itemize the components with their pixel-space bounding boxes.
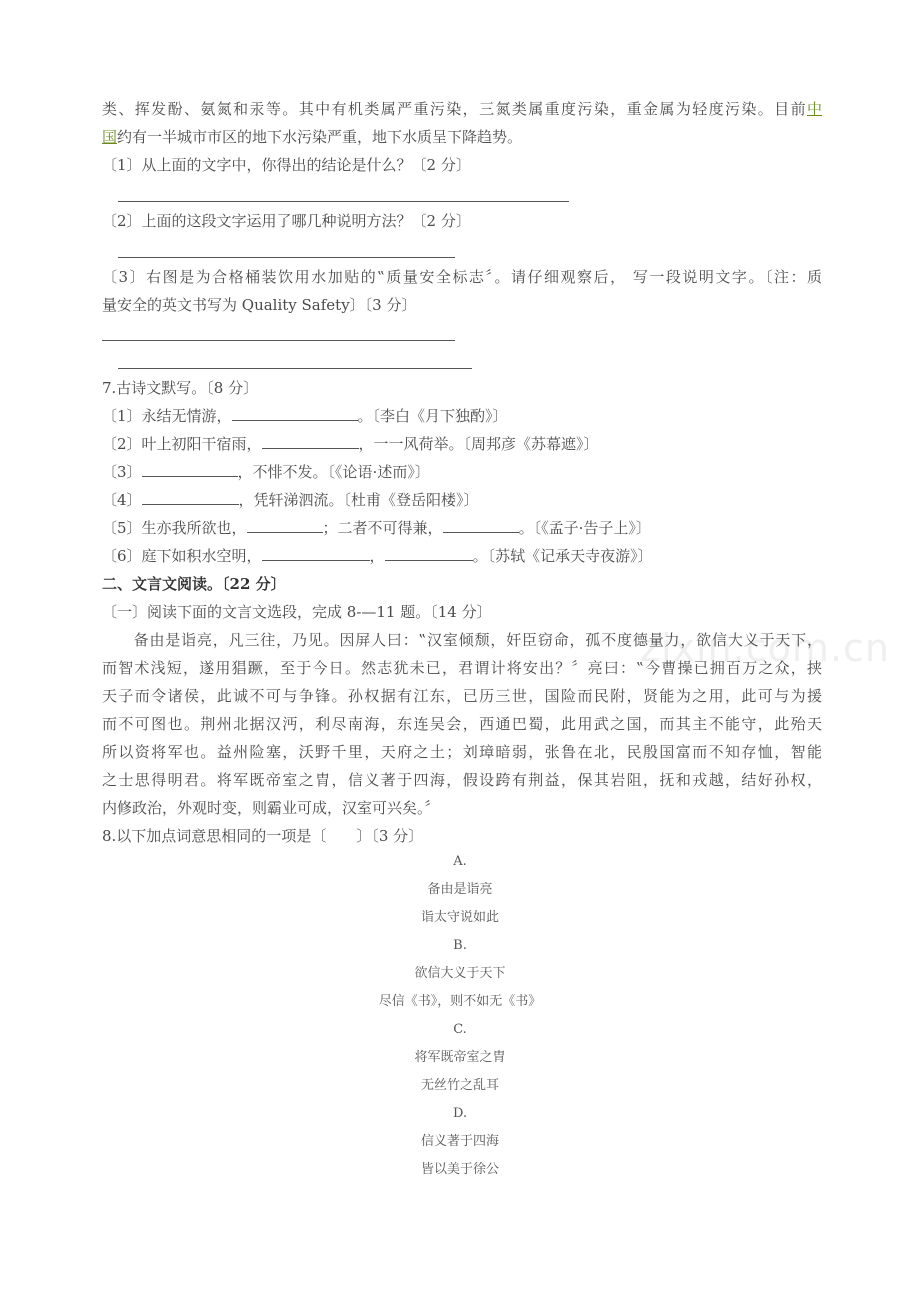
passage-line: 而智术浅短，遂用猖蹶，至于今日。然志犹未已，君谓计将安出？〞亮曰：‟今曹操已拥百万之众，挟 bbox=[102, 659, 822, 677]
option-a-label[interactable]: A. bbox=[453, 854, 467, 869]
option-d-text-2: 皆以美于徐公 bbox=[420, 1162, 499, 1177]
passage-line: 内修政治，外观时变，则霸业可成，汉室可兴矣。〞 bbox=[102, 799, 440, 817]
q7-item-3 bbox=[102, 462, 822, 482]
q6-part-1: 〔1〕从上面的文字中，你得出的结论是什么？〔2 分〕 bbox=[102, 156, 471, 174]
fill-blank bbox=[247, 518, 323, 533]
q7-item-text: 〔2〕叶上初阳干宿雨， bbox=[102, 435, 262, 453]
fill-blank bbox=[262, 546, 370, 561]
section-2-title: 二、文言文阅读。〔22 分〕 bbox=[102, 575, 286, 593]
option-b-text-2: 尽信《书》，则不如无《书》 bbox=[378, 994, 542, 1009]
option-c-text-2: 无丝竹之乱耳 bbox=[420, 1078, 499, 1093]
intro-line-1 bbox=[102, 99, 822, 119]
option-d-label[interactable]: D. bbox=[452, 1106, 468, 1121]
answer-line bbox=[118, 368, 472, 369]
q7-item-text: 〔6〕庭下如积水空明， bbox=[102, 547, 262, 565]
answer-line bbox=[118, 201, 569, 202]
q7-item-text: ，凭轩涕泗流。〔杜甫《登岳阳楼》〕 bbox=[238, 491, 479, 509]
q7-item-text: 〔5〕生亦我所欲也， bbox=[102, 519, 247, 537]
option-c-text-1: 将军既帝室之胄 bbox=[414, 1050, 506, 1065]
q6-part-2: 〔2〕上面的这段文字运用了哪几种说明方法？〔2 分〕 bbox=[102, 212, 471, 230]
q7-item-text: ， bbox=[369, 547, 385, 565]
fill-blank bbox=[232, 406, 358, 421]
q8-title: 8.以下加点词意思相同的一项是〔 〕〔3 分〕 bbox=[102, 827, 424, 845]
intro-line-2 bbox=[102, 127, 822, 147]
q6-part-3-line-1: 〔3〕右图是为合格桶装饮用水加贴的‟质量安全标志〞。请仔细观察后， 写一段说明文字。〔注：质 bbox=[102, 268, 822, 286]
q7-title: 7.古诗文默写。〔8 分〕 bbox=[102, 379, 259, 397]
passage-line: 备由是诣亮，凡三往，乃见。因屏人曰：‟汉室倾颓，奸臣窃命，孤不度德量力，欲信大义于天下， bbox=[102, 631, 822, 649]
q7-item-text: 。〔苏轼《记承天寺夜游》〕 bbox=[472, 547, 653, 565]
q7-item-6 bbox=[102, 546, 822, 566]
china-link-part-2[interactable]: 国 bbox=[102, 128, 118, 146]
q7-item-text: ，一一风荷举。〔周邦彦《苏幕遮》〕 bbox=[358, 435, 599, 453]
answer-line bbox=[102, 340, 455, 341]
q7-item-1 bbox=[102, 406, 822, 426]
fill-blank bbox=[385, 546, 473, 561]
china-link-part-1[interactable]: 中 bbox=[806, 100, 822, 118]
passage-line: 天子而令诸侯，此诚不可与争锋。孙权据有江东，已历三世，国险而民附，贤能为之用，此可与为援 bbox=[102, 687, 822, 705]
q6-part-3-line-2: 量安全的英文书写为 Quality Safety〕〔3 分〕 bbox=[102, 296, 417, 314]
q7-item-text: 〔3〕 bbox=[102, 463, 142, 481]
passage-line: 而不可图也。荆州北据汉沔，利尽南海，东连吴会，西通巴蜀，此用武之国，而其主不能守，此殆天 bbox=[102, 715, 822, 733]
q7-item-text: 〔1〕永结无情游， bbox=[102, 407, 232, 425]
fill-blank bbox=[142, 490, 239, 505]
section-2-subtitle: 〔一〕阅读下面的文言文选段，完成 8-—11 题。〔14 分〕 bbox=[102, 603, 492, 621]
option-a-text-1: 备由是诣亮 bbox=[427, 882, 493, 897]
watermark: zixin.com.cn bbox=[640, 626, 890, 670]
passage-line: 之士思得明君。将军既帝室之胄，信义著于四海，假设跨有荆益，保其岩阻，抚和戎越，结好孙权， bbox=[102, 771, 822, 789]
fill-blank bbox=[443, 518, 519, 533]
answer-line bbox=[118, 257, 455, 258]
fill-blank bbox=[142, 462, 238, 477]
passage-line: 所以资将军也。益州险塞，沃野千里，天府之土；刘璋暗弱，张鲁在北，民殷国富而不知存恤，智能 bbox=[102, 743, 822, 761]
option-c-label[interactable]: C. bbox=[453, 1022, 467, 1037]
q7-item-2 bbox=[102, 434, 822, 454]
q7-item-4 bbox=[102, 490, 822, 510]
option-a-text-2: 诣太守说如此 bbox=[420, 910, 499, 925]
q7-item-text: 。〔李白《月下独酌》〕 bbox=[357, 407, 508, 425]
intro-text-2: 约有一半城市市区的地下水污染严重，地下水质呈下降趋势。 bbox=[117, 128, 523, 146]
q7-item-text: ；二者不可得兼， bbox=[322, 519, 443, 537]
q7-item-text: 〔4〕 bbox=[102, 491, 142, 509]
fill-blank bbox=[262, 434, 359, 449]
q7-item-text: ，不悱不发。〔《论语·述而》〕 bbox=[237, 463, 430, 481]
intro-text-1: 类、挥发酚、氨氮和汞等。其中有机类属严重污染，三氮类属重度污染，重金属为轻度污染。目前 bbox=[102, 100, 807, 118]
option-b-text-1: 欲信大义于天下 bbox=[414, 966, 506, 981]
option-b-label[interactable]: B. bbox=[453, 938, 467, 953]
q7-item-text: 。〔《孟子·告子上》〕 bbox=[518, 519, 651, 537]
option-d-text-1: 信义著于四海 bbox=[420, 1134, 499, 1149]
q7-item-5 bbox=[102, 518, 822, 538]
